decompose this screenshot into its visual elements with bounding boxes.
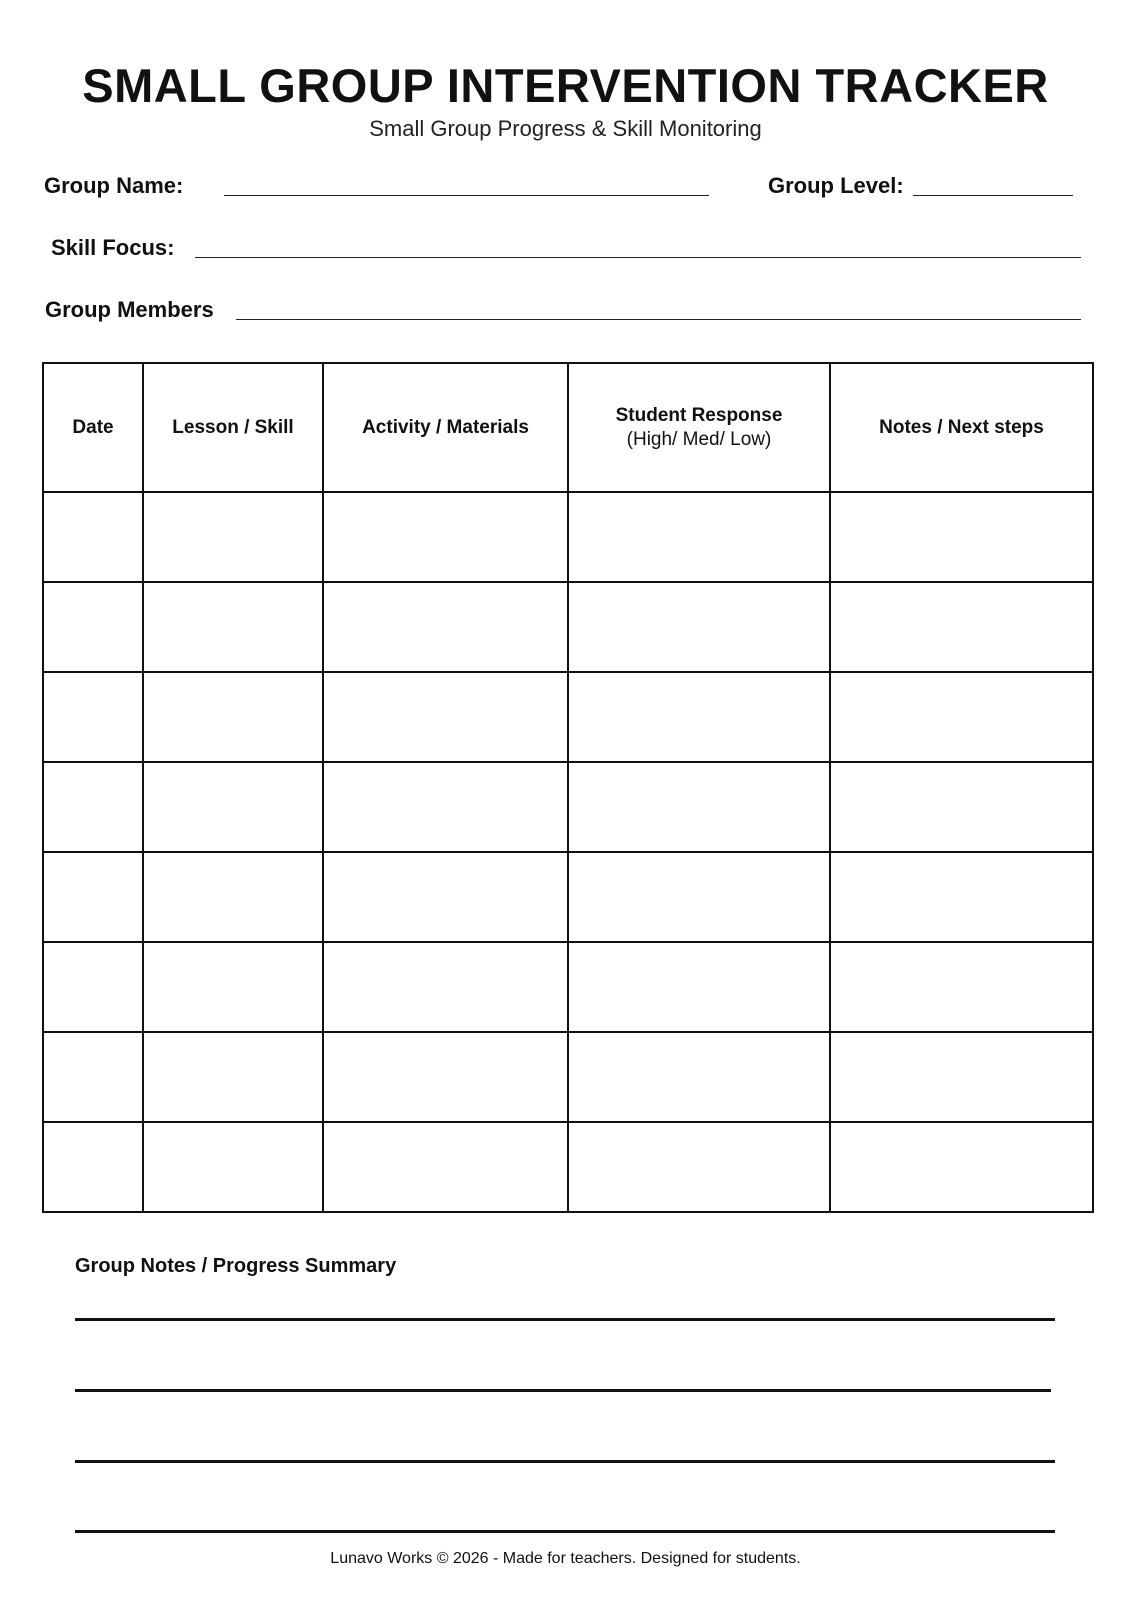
skill-focus-line[interactable]: [195, 257, 1081, 258]
lesson-skill-cell[interactable]: [143, 852, 323, 942]
notes-line[interactable]: [75, 1318, 1055, 1321]
table-row: [43, 672, 1093, 762]
activity-materials-cell[interactable]: [323, 1032, 568, 1122]
notes-next-steps-cell[interactable]: [830, 852, 1093, 942]
lesson-skill-cell[interactable]: [143, 762, 323, 852]
column-header-sublabel: (High/ Med/ Low): [626, 428, 772, 450]
lesson-skill-cell[interactable]: [143, 492, 323, 582]
lesson-skill-cell[interactable]: [143, 1122, 323, 1212]
student-response-cell[interactable]: [568, 762, 830, 852]
date-cell[interactable]: [43, 492, 143, 582]
column-header-activity-materials: [323, 363, 568, 492]
column-header-label: Student Response: [615, 404, 783, 426]
notes-next-steps-cell[interactable]: [830, 762, 1093, 852]
group-name-label: Group Name:: [44, 173, 184, 198]
group-name-line[interactable]: [224, 195, 709, 196]
notes-next-steps-cell[interactable]: [830, 582, 1093, 672]
student-response-cell[interactable]: [568, 672, 830, 762]
column-header-label: Lesson / Skill: [172, 416, 294, 438]
column-header-label: Date: [72, 416, 114, 438]
lesson-skill-cell[interactable]: [143, 672, 323, 762]
lesson-skill-cell[interactable]: [143, 942, 323, 1032]
date-cell[interactable]: [43, 762, 143, 852]
activity-materials-cell[interactable]: [323, 672, 568, 762]
page-title: SMALL GROUP INTERVENTION TRACKER: [82, 59, 1049, 112]
table-row: [43, 762, 1093, 852]
notes-line[interactable]: [75, 1389, 1051, 1392]
notes-line[interactable]: [75, 1530, 1055, 1533]
table-row: [43, 942, 1093, 1032]
column-header-notes-next-steps: [830, 363, 1093, 492]
student-response-cell[interactable]: [568, 942, 830, 1032]
footer-text: Lunavo Works © 2026 - Made for teachers. Designed for students.: [330, 1550, 801, 1567]
date-cell[interactable]: [43, 1032, 143, 1122]
student-response-cell[interactable]: [568, 1122, 830, 1212]
notes-next-steps-cell[interactable]: [830, 672, 1093, 762]
column-header-date: [43, 363, 143, 492]
student-response-cell[interactable]: [568, 582, 830, 672]
notes-next-steps-cell[interactable]: [830, 942, 1093, 1032]
activity-materials-cell[interactable]: [323, 582, 568, 672]
date-cell[interactable]: [43, 582, 143, 672]
column-header-label: Notes / Next steps: [879, 416, 1044, 438]
table-header-row: [43, 363, 1093, 492]
table-row: [43, 1032, 1093, 1122]
student-response-cell[interactable]: [568, 492, 830, 582]
activity-materials-cell[interactable]: [323, 1122, 568, 1212]
date-cell[interactable]: [43, 942, 143, 1032]
group-members-line[interactable]: [236, 319, 1081, 320]
date-cell[interactable]: [43, 852, 143, 942]
group-members-label: Group Members: [45, 297, 214, 322]
notes-line[interactable]: [75, 1460, 1055, 1463]
activity-materials-cell[interactable]: [323, 762, 568, 852]
date-cell[interactable]: [43, 1122, 143, 1212]
date-cell[interactable]: [43, 672, 143, 762]
student-response-cell[interactable]: [568, 852, 830, 942]
lesson-skill-cell[interactable]: [143, 1032, 323, 1122]
column-header-student-response: [568, 363, 830, 492]
group-level-label: Group Level:: [768, 173, 904, 198]
tracker-body: [43, 492, 1093, 1212]
column-header-lesson-skill: [143, 363, 323, 492]
student-response-cell[interactable]: [568, 1032, 830, 1122]
notes-title: Group Notes / Progress Summary: [75, 1255, 397, 1277]
lesson-skill-cell[interactable]: [143, 582, 323, 672]
table-row: [43, 1122, 1093, 1212]
tracker-table: [42, 362, 1094, 1213]
notes-next-steps-cell[interactable]: [830, 492, 1093, 582]
column-header-label: Activity / Materials: [362, 416, 529, 438]
table-row: [43, 492, 1093, 582]
activity-materials-cell[interactable]: [323, 852, 568, 942]
table-row: [43, 852, 1093, 942]
notes-next-steps-cell[interactable]: [830, 1032, 1093, 1122]
group-level-line[interactable]: [913, 195, 1073, 196]
skill-focus-label: Skill Focus:: [51, 235, 175, 260]
activity-materials-cell[interactable]: [323, 942, 568, 1032]
activity-materials-cell[interactable]: [323, 492, 568, 582]
table-row: [43, 582, 1093, 672]
notes-next-steps-cell[interactable]: [830, 1122, 1093, 1212]
page-subtitle: Small Group Progress & Skill Monitoring: [369, 116, 762, 141]
